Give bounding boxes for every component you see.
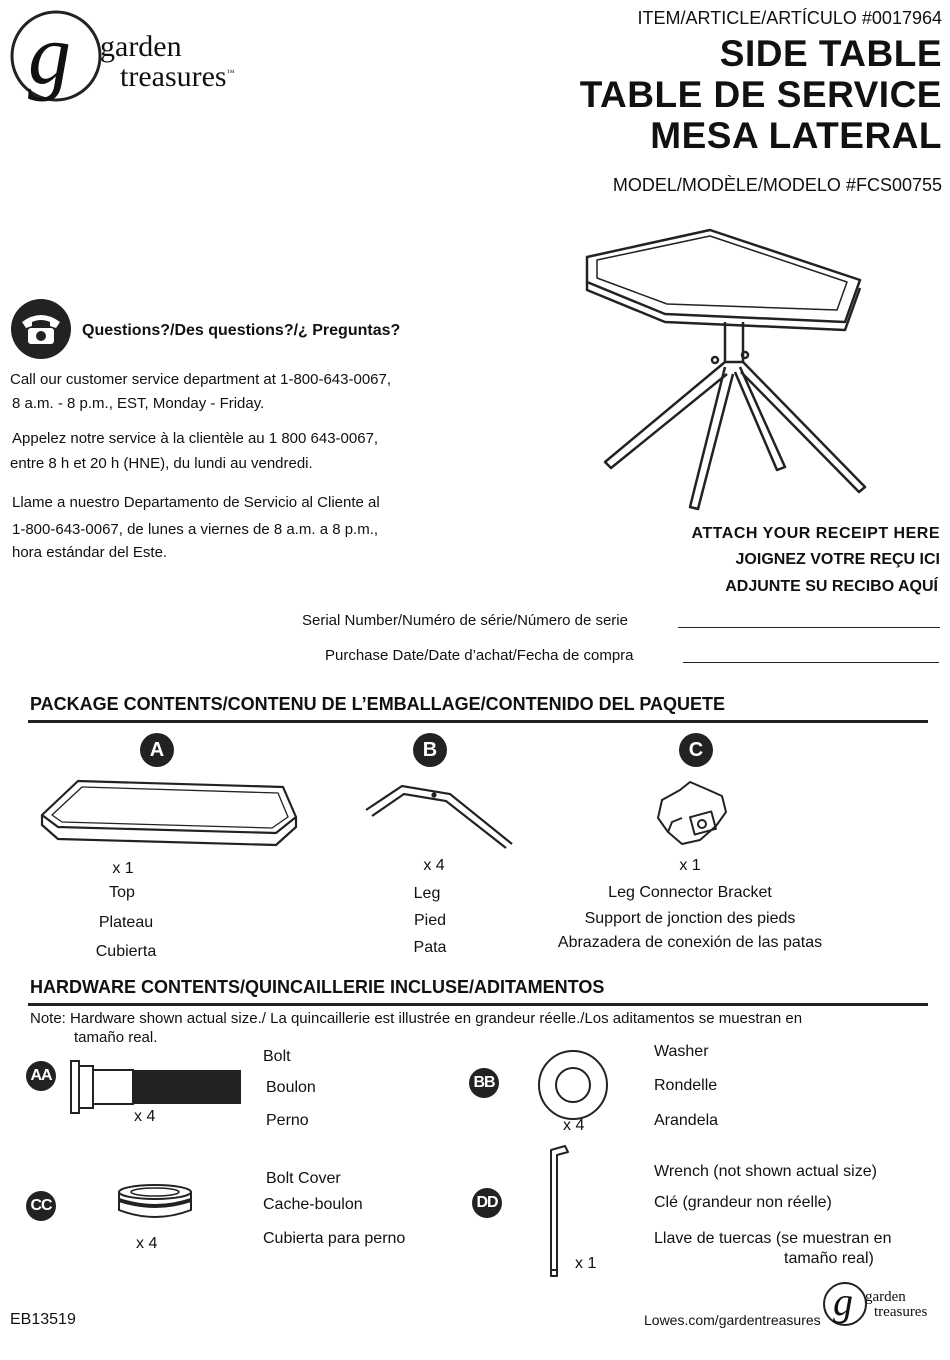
questions-es-line1: Llame a nuestro Departamento de Servicio al Cliente al — [12, 494, 380, 511]
serial-number-line[interactable] — [678, 627, 940, 628]
questions-es-line2: 1-800-643-0067, de lunes a viernes de 8 a.m. a 8 p.m., — [12, 521, 379, 538]
hardware-bb-en: Washer — [654, 1043, 709, 1060]
logo-g-letter: g — [28, 6, 71, 102]
part-a-fr: Plateau — [98, 914, 154, 931]
title-es: MESA LATERAL — [650, 115, 942, 156]
part-a-badge: A — [140, 733, 174, 767]
hardware-aa-fr: Boulon — [266, 1079, 316, 1096]
footer-code: EB13519 — [10, 1311, 76, 1328]
purchase-date-label: Purchase Date/Date d’achat/Fecha de compra — [325, 647, 634, 664]
footer-url[interactable]: Lowes.com/gardentreasures — [644, 1312, 821, 1328]
footer-brand-logo — [822, 1280, 944, 1330]
questions-fr-line2: entre 8 h et 20 h (HNE), du lundi au vendredi. — [10, 455, 313, 472]
bolt-illustration — [68, 1058, 246, 1116]
part-c-es: Abrazadera de conexión de las patas — [557, 934, 823, 951]
hardware-cc-es: Cubierta para perno — [263, 1230, 406, 1247]
part-a-qty: x 1 — [112, 860, 134, 877]
hardware-dd-fr: Clé (grandeur non réelle) — [654, 1194, 832, 1211]
model-number: MODEL/MODÈLE/MODELO #FCS00755 — [612, 175, 942, 195]
receipt-fr: JOIGNEZ VOTRE REÇU ICI — [735, 551, 940, 568]
part-c-bracket-illustration — [652, 778, 732, 850]
hardware-cc-en: Bolt Cover — [266, 1170, 341, 1187]
footer-logo-line2: treasures — [874, 1304, 928, 1320]
part-c-badge: C — [679, 733, 713, 767]
questions-heading: Questions?/Des questions?/¿ Preguntas? — [82, 322, 401, 339]
hardware-note-line2: tamaño real. — [74, 1029, 158, 1046]
hardware-cc-qty: x 4 — [136, 1235, 158, 1252]
hardware-dd-badge: DD — [472, 1188, 502, 1218]
side-table-illustration — [575, 222, 875, 522]
part-a-en: Top — [109, 884, 135, 901]
part-c-fr: Support de jonction des pieds — [584, 910, 796, 927]
item-number: ITEM/ARTICLE/ARTÍCULO #0017964 — [637, 8, 942, 28]
questions-es-line3: hora estándar del Este. — [12, 544, 168, 561]
serial-number-label: Serial Number/Numéro de série/Número de serie — [302, 612, 628, 629]
receipt-es: ADJUNTE SU RECIBO AQUÍ — [725, 578, 938, 595]
hardware-bb-fr: Rondelle — [654, 1077, 718, 1094]
logo-line2: treasures™ — [120, 60, 235, 93]
logo-line1: garden — [100, 30, 182, 63]
hardware-bb-badge: BB — [469, 1068, 499, 1098]
footer-logo-g-letter: g — [833, 1279, 853, 1324]
part-c-qty: x 1 — [679, 857, 701, 874]
hardware-cc-fr: Cache-boulon — [263, 1196, 363, 1213]
part-c-en: Leg Connector Bracket — [608, 884, 772, 901]
brand-logo — [8, 8, 278, 108]
title-en: SIDE TABLE — [719, 33, 942, 74]
phone-icon — [10, 298, 72, 360]
part-b-en: Leg — [413, 885, 441, 902]
questions-fr-line1: Appelez notre service à la clientèle au 1 800 643-0067, — [12, 430, 379, 447]
hardware-dd-qty: x 1 — [575, 1255, 597, 1272]
hardware-dd-es: Llave de tuercas (se muestran en — [654, 1230, 892, 1247]
hardware-contents-title: HARDWARE CONTENTS/QUINCAILLERIE INCLUSE/ADITAMENTOS — [30, 977, 605, 997]
part-b-es: Pata — [413, 939, 447, 956]
hardware-bb-qty: x 4 — [563, 1117, 585, 1134]
receipt-en: ATTACH YOUR RECEIPT HERE — [691, 525, 940, 542]
hardware-rule — [28, 1003, 928, 1006]
questions-en-line2: 8 a.m. - 8 p.m., EST, Monday - Friday. — [12, 395, 265, 412]
part-a-es: Cubierta — [95, 943, 157, 960]
part-b-qty: x 4 — [423, 857, 445, 874]
questions-en-line1: Call our customer service department at 1-800-643-0067, — [10, 371, 392, 388]
part-b-fr: Pied — [413, 912, 447, 929]
hardware-cc-badge: CC — [26, 1191, 56, 1221]
hardware-aa-en: Bolt — [263, 1048, 291, 1065]
hardware-aa-qty: x 4 — [134, 1108, 156, 1125]
hardware-dd-en: Wrench (not shown actual size) — [654, 1163, 877, 1180]
package-contents-title: PACKAGE CONTENTS/CONTENU DE L’EMBALLAGE/CONTENIDO DEL PAQUETE — [30, 694, 726, 714]
bolt-cover-illustration — [114, 1182, 196, 1222]
hardware-note-line1: Note: Hardware shown actual size./ La quincaillerie est illustrée en grandeur réelle./Los aditamentos se muestran en — [30, 1010, 803, 1027]
hardware-aa-es: Perno — [266, 1112, 309, 1129]
package-rule — [28, 720, 928, 723]
part-a-top-illustration — [38, 775, 300, 850]
hardware-bb-es: Arandela — [654, 1112, 719, 1129]
part-b-leg-illustration — [362, 780, 522, 852]
title-fr: TABLE DE SERVICE — [579, 74, 942, 115]
part-b-badge: B — [413, 733, 447, 767]
washer-illustration — [536, 1048, 610, 1122]
hardware-aa-badge: AA — [26, 1061, 56, 1091]
hardware-dd-es-line2: tamaño real) — [784, 1250, 874, 1267]
footer-logo-line1: garden — [865, 1289, 906, 1305]
purchase-date-line[interactable] — [683, 662, 939, 663]
wrench-illustration — [543, 1140, 573, 1282]
